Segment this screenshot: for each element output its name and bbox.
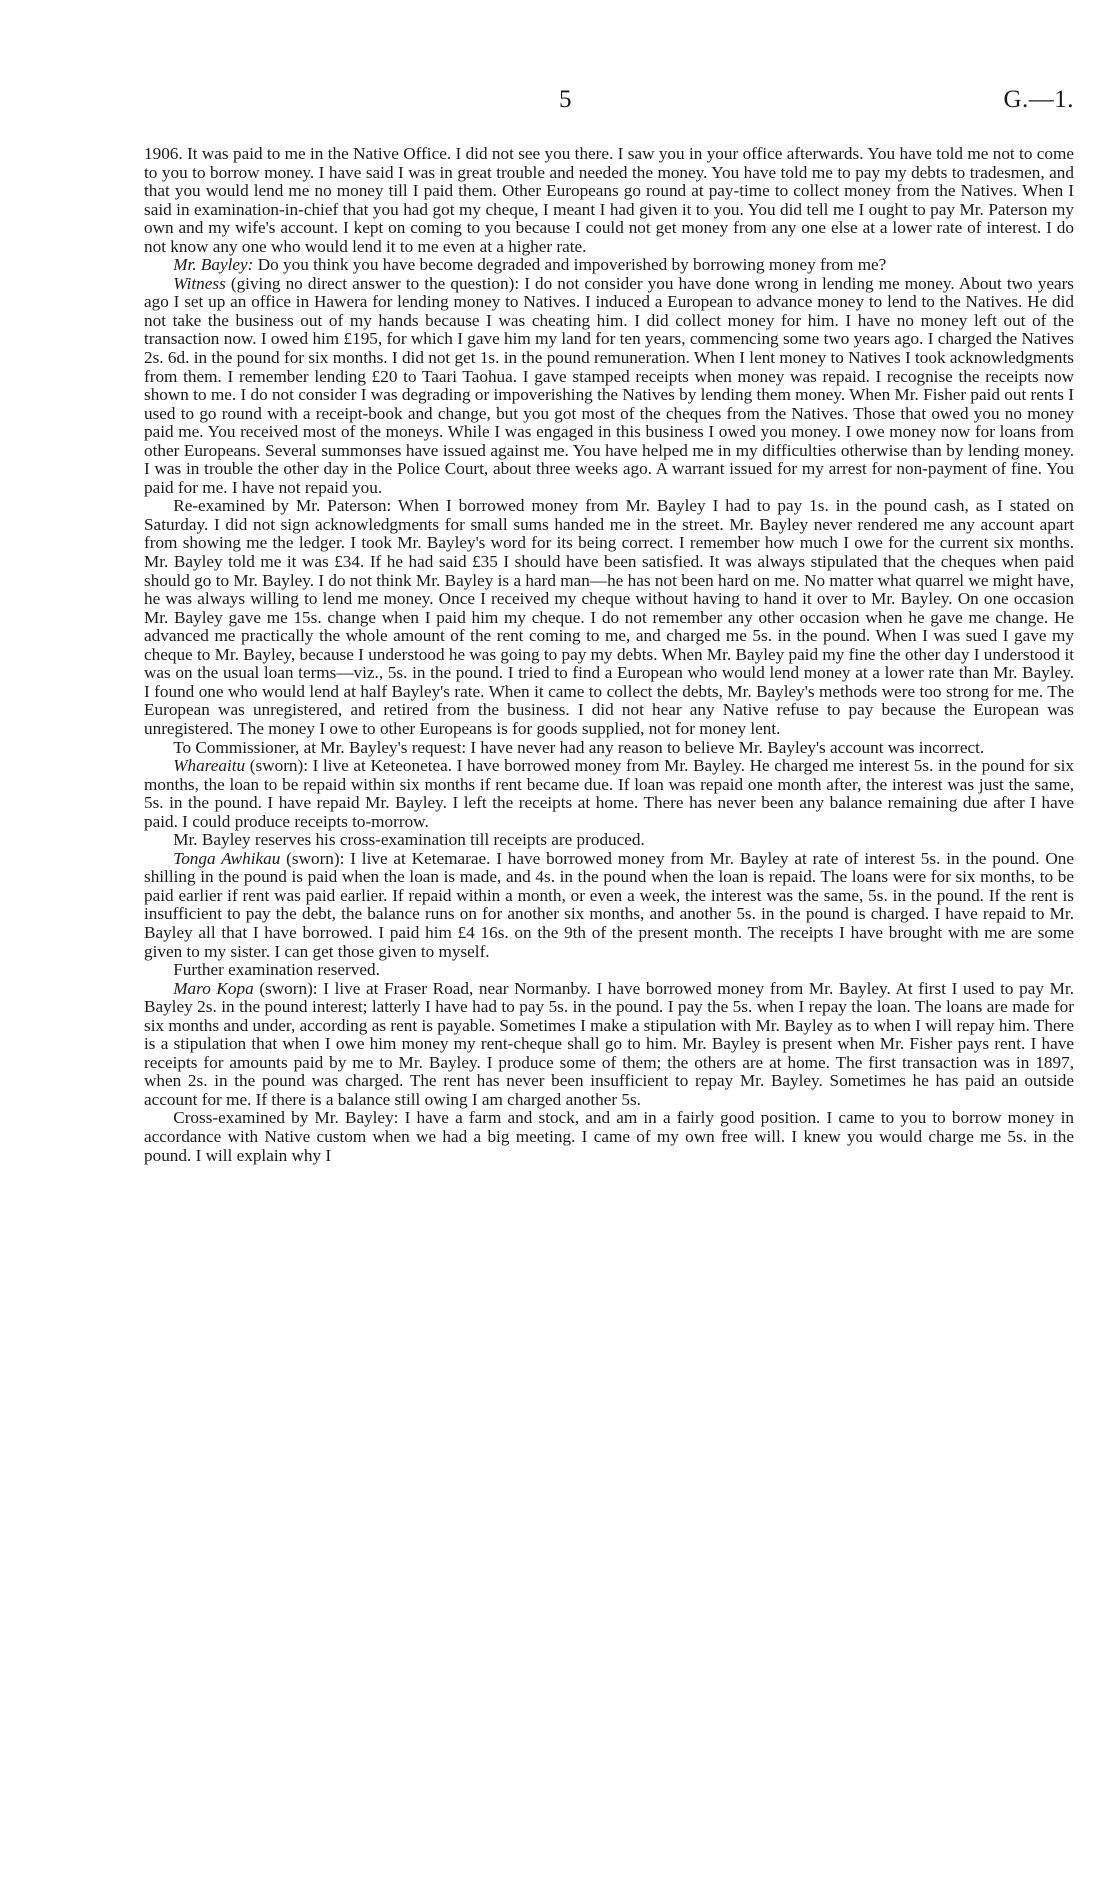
paragraph-cross-examined	[144, 1109, 1074, 1165]
paragraph-text: Further examination reserved.	[173, 960, 380, 980]
speaker-name: Whareaitu	[173, 756, 246, 776]
paragraph-witness-answer	[144, 275, 1074, 498]
paragraph-bayley-question	[144, 256, 1074, 275]
paragraph-maro-kopa	[144, 980, 1074, 1110]
paragraph-text: Re-examined by Mr. Paterson: When I borrowed money from Mr. Bayley I had to pay 1s. in the pound cash, as I stated on Saturday. I did not sign acknowledgments for small sums handed me in the street. Mr. Bayley never rendered me any account apart from showing me the ledger. I took Mr. Bayley's word for its being correct. I remember how much I owe for the current six months. Mr. Bayley told me it was £34. If he had said £35 I should have been satisfied. It was always stipulated that the cheques when paid should go to Mr. Bayley. I do not think Mr. Bayley is a hard man—he has not been hard on me. No matter what quarrel we might have, he was always willing to lend me money. Once I received my cheque without having to hand it over to Mr. Bayley. On one occasion Mr. Bayley gave me 15s. change when I paid him my cheque. I do not remember any other occasion when he gave me change. He advanced me practically the whole amount of the rent coming to me, and charged me 5s. in the pound. When I was sued I gave my cheque to Mr. Bayley, because I understood he was going to pay my debts. When Mr. Bayley paid my fine the other day I understood it was on the usual loan terms—viz., 5s. in the pound. I tried to find a European who would lend money at a lower rate than Mr. Bayley. I found one who would lend at half Bayley's rate. When it came to collect the debts, Mr. Bayley's methods were too strong for me. The European was unregistered, and retired from the business. I did not hear any Native refuse to pay because the European was unregistered. The money I owe to other Europeans is for goods supplied, not for money lent.	[144, 496, 1074, 738]
paragraph-text: (giving no direct answer to the question): I do not consider you have done wrong in lending me money. About two years ago I set up an office in Hawera for lending money to Natives. I induced a European to advance money to lend to the Natives. He did not take the business out of my hands because I was cheating him. I did collect money for him. I have no money left out of the transaction now. I owed him £195, for which I gave him my land for ten years, commencing some two years ago. I charged the Natives 2s. 6d. in the pound for six months. I did not get 1s. in the pound remuneration. When I lent money to Natives I took acknowledgments from them. I remember lending £20 to Taari Taohua. I gave stamped receipts when money was repaid. I recognise the receipts now shown to me. I do not consider I was degrading or impoverishing the Natives by lending them money. When Mr. Fisher paid out rents I used to go round with a receipt-book and change, but you got most of the cheques from the Natives. Those that owed you no money paid me. You received most of the moneys. While I was engaged in this business I owed you money. I owe money now for loans from other Europeans. Several summonses have issued against me. You have helped me in my difficulties otherwise than by lending money. I was in trouble the other day in the Police Court, about three weeks ago. A warrant issued for my arrest for non-payment of fine. You paid for me. I have not repaid you.	[144, 273, 1074, 497]
page-number: 5	[559, 86, 572, 113]
body-text	[144, 145, 1074, 1165]
document-reference: G.—1.	[1003, 86, 1074, 113]
page-header	[144, 86, 1074, 120]
paragraph-text: 1906. It was paid to me in the Native Office. I did not see you there. I saw you in your office afterwards. You have told me not to come to you to borrow money. I have said I was in great trouble and needed the money. You have told me to pay my debts to tradesmen, and that you would lend me no money till I paid them. Other Europeans go round at pay-time to collect money from the Natives. When I said in examination-in-chief that you had got my cheque, I meant I had given it to you. You did tell me I ought to pay Mr. Paterson my own and my wife's account. I kept on coming to you because I could not get money from any one else at a lower rate of interest. I do not know any one who would lend it to me even at a higher rate.	[144, 144, 1074, 256]
paragraph-further-reserved	[144, 961, 1074, 980]
speaker-name: Mr. Bayley:	[173, 255, 254, 275]
paragraph-whareaitu	[144, 757, 1074, 831]
paragraph-tonga-awhikau	[144, 850, 1074, 961]
paragraph-text: (sworn): I live at Keteonetea. I have borrowed money from Mr. Bayley. He charged me interest 5s. in the pound for six months, the loan to be repaid within six months if rent became due. If loan was repaid one month after, the interest was just the same, 5s. in the pound. I have repaid Mr. Bayley. I left the receipts at home. There has never been any balance remaining due after I have paid. I could produce receipts to-morrow.	[144, 756, 1074, 831]
paragraph-text: (sworn): I live at Fraser Road, near Normanby. I have borrowed money from Mr. Bayley. At first I used to pay Mr. Bayley 2s. in the pound interest; latterly I have had to pay 5s. in the pound. I pay the 5s. when I repay the loan. The loans are made for six months and under, according as rent is payable. Sometimes I make a stipulation with Mr. Bayley as to when I will repay him. There is a stipulation that when I owe him money my rent-cheque shall go to him. Mr. Bayley is present when Mr. Fisher pays rent. I have receipts for amounts paid by me to Mr. Bayley. I produce some of them; the others are at home. The first transaction was in 1897, when 2s. in the pound was charged. The rent has never been insufficient to repay Mr. Bayley. Sometimes he has paid an outside account for me. If there is a balance still owing I am charged another 5s.	[144, 978, 1074, 1109]
paragraph-re-examination	[144, 497, 1074, 738]
speaker-name: Witness	[173, 273, 226, 293]
paragraph-text: Cross-examined by Mr. Bayley: I have a farm and stock, and am in a fairly good position. I came to you to borrow money in accordance with Native custom when we had a big meeting. I came of my own free will. I knew you would charge me 5s. in the pound. I will explain why I	[144, 1108, 1074, 1165]
paragraph-text: Mr. Bayley reserves his cross-examination till receipts are produced.	[173, 830, 645, 850]
paragraph-text: (sworn): I live at Ketemarae. I have borrowed money from Mr. Bayley at rate of interest 5s. in the pound. One shilling in the pound is paid when the loan is made, and 4s. in the pound when the loan is repaid. The loans were for six months, to be paid earlier if rent was paid earlier. If repaid within a month, or even a week, the interest was the same, 5s. in the pound. If the rent is insufficient to pay the debt, the balance runs on for another six months, and another 5s. in the pound is charged. I have repaid to Mr. Bayley all that I have borrowed. I paid him £4 16s. on the 9th of the present month. The receipts I have brought with me are some given to my sister. I can get those given to myself.	[144, 848, 1074, 961]
paragraph-text: To Commissioner, at Mr. Bayley's request: I have never had any reason to believe Mr. Bayley's account was incorrect.	[173, 737, 985, 757]
speaker-name: Tonga Awhikau	[173, 848, 281, 868]
paragraph-text: Do you think you have become degraded and impoverished by borrowing money from me?	[253, 255, 887, 275]
paragraph-reserved-cross	[144, 831, 1074, 850]
speaker-name: Maro Kopa	[173, 978, 254, 998]
paragraph-continuation	[144, 145, 1074, 256]
paragraph-to-commissioner	[144, 739, 1074, 758]
